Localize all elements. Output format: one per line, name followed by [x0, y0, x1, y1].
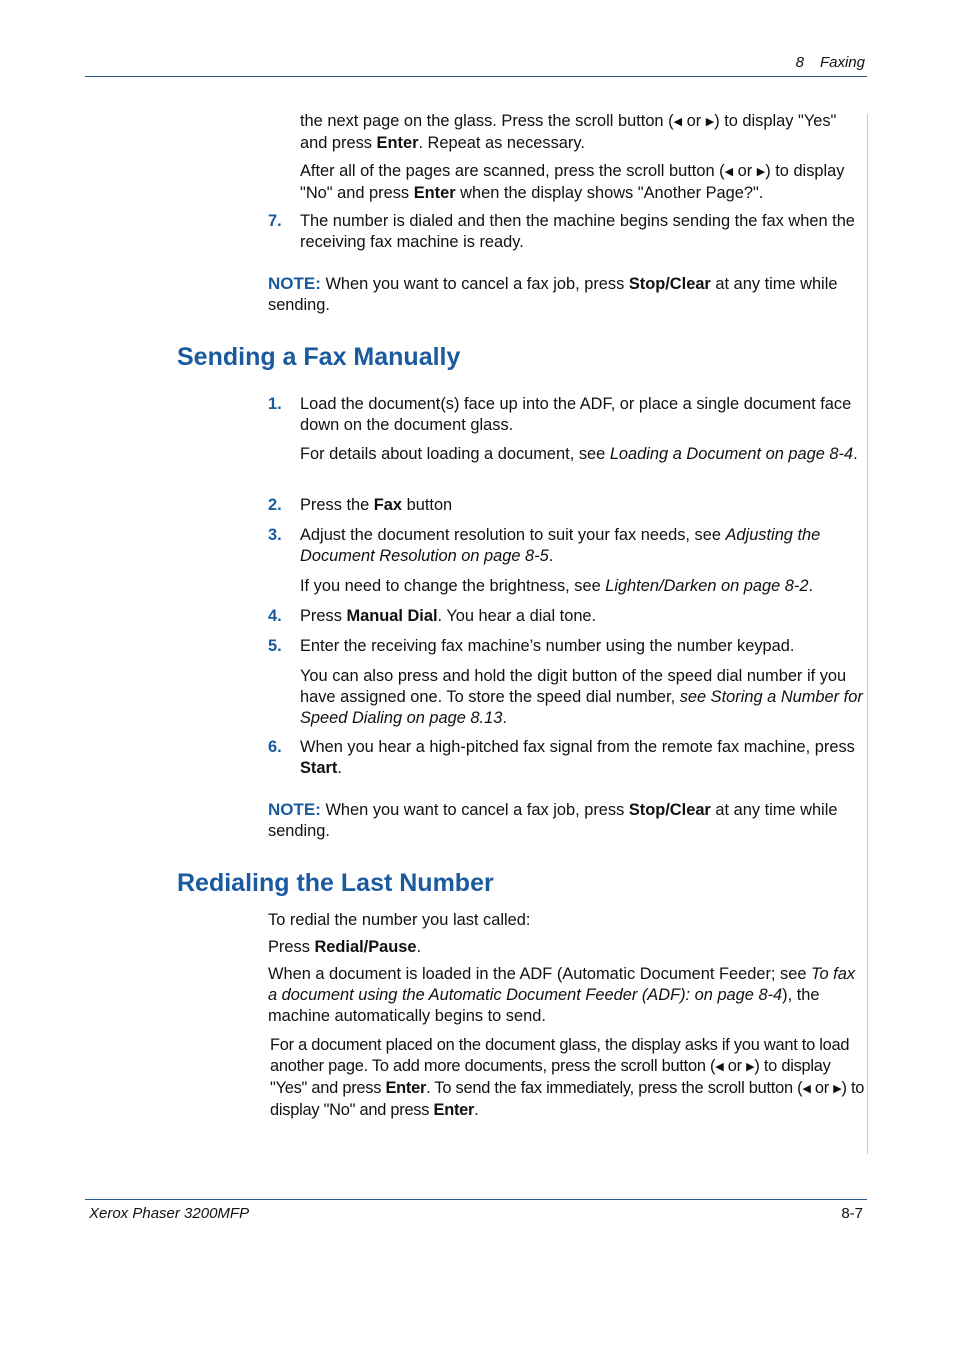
page-number: 8-7 [841, 1205, 863, 1222]
margin-rule [867, 114, 868, 1154]
page-header [85, 0, 867, 77]
paragraph-scroll-no: After all of the pages are scanned, press the scroll button (◀ or ▶) to display "No" and press Enter when the display shows "Another Page?". [300, 162, 845, 202]
note-cancel: NOTE: When you want to cancel a fax job, press Stop/Clear at any time while sending. [268, 800, 838, 840]
redial-press: Press Redial/Pause. [268, 938, 422, 956]
step-1-text: Load the document(s) face up into the ADF, or place a single document face down on the document glass. [300, 395, 852, 434]
right-arrow-icon: ▶ [746, 1061, 755, 1073]
redial-glass: For a document placed on the document glass, the display asks if you want to load another page. To add more documents, press the scroll button (◀ or ▶) to display "Yes" and press Enter. To send the fax immediately, press the scroll button (◀ or ▶) to display "No" and press Enter. [270, 1036, 865, 1119]
step-1-detail: For details about loading a document, see Loading a Document on page 8-4. [300, 445, 858, 463]
right-arrow-icon: ▶ [705, 116, 715, 128]
redial-adf: When a document is loaded in the ADF (Automatic Document Feeder; see To fax a document using the Automatic Document Feeder (ADF): on page 8-4), the machine automatically begins to send. [268, 965, 856, 1025]
step-number: 3. [268, 526, 282, 544]
chapter-title: Faxing [819, 54, 865, 71]
step-4-text: Press Manual Dial. You hear a dial tone. [300, 607, 597, 625]
note-cancel: NOTE: When you want to cancel a fax job, press Stop/Clear at any time while sending. [268, 274, 838, 314]
step-5-text: Enter the receiving fax machine’s number using the number keypad. [300, 637, 795, 655]
step-number: 4. [268, 607, 282, 625]
running-header [796, 54, 865, 71]
step-7-text: The number is dialed and then the machine begins sending the fax when the receiving fax machine is ready. [300, 212, 855, 251]
right-arrow-icon: ▶ [756, 166, 766, 178]
step-3-text: Adjust the document resolution to suit your fax needs, see Adjusting the Document Resolution on page 8-5. [300, 526, 821, 565]
left-arrow-icon: ◀ [715, 1061, 724, 1073]
step-number: 7. [268, 212, 282, 230]
note-label: NOTE: [268, 274, 321, 293]
left-arrow-icon: ◀ [724, 166, 734, 178]
redial-intro: To redial the number you last called: [268, 911, 531, 929]
page-footer [85, 1199, 867, 1222]
right-arrow-icon: ▶ [833, 1083, 842, 1095]
step-number: 2. [268, 496, 282, 514]
section-heading-manual: Sending a Fax Manually [177, 343, 461, 371]
step-number: 6. [268, 738, 282, 756]
step-6-text: When you hear a high-pitched fax signal from the remote fax machine, press Start. [300, 738, 855, 777]
left-arrow-icon: ◀ [673, 116, 683, 128]
step-2-text: Press the Fax button [300, 496, 453, 514]
paragraph-scroll-yes: the next page on the glass. Press the scroll button (◀ or ▶) to display "Yes" and press Enter. Repeat as necessary. [300, 112, 837, 152]
left-arrow-icon: ◀ [802, 1083, 811, 1095]
step-5-detail: You can also press and hold the digit button of the speed dial number if you have assigned one. To store the speed dial number, see Storing a Number for Speed Dialing on page 8.13. [300, 667, 863, 727]
chapter-number: 8 [795, 54, 804, 71]
footer-product: Xerox Phaser 3200MFP [89, 1205, 250, 1222]
section-heading-redial: Redialing the Last Number [177, 869, 494, 897]
step-number: 1. [268, 395, 282, 413]
note-label: NOTE: [268, 800, 321, 819]
step-3-detail: If you need to change the brightness, see Lighten/Darken on page 8-2. [300, 577, 814, 595]
step-number: 5. [268, 637, 282, 655]
